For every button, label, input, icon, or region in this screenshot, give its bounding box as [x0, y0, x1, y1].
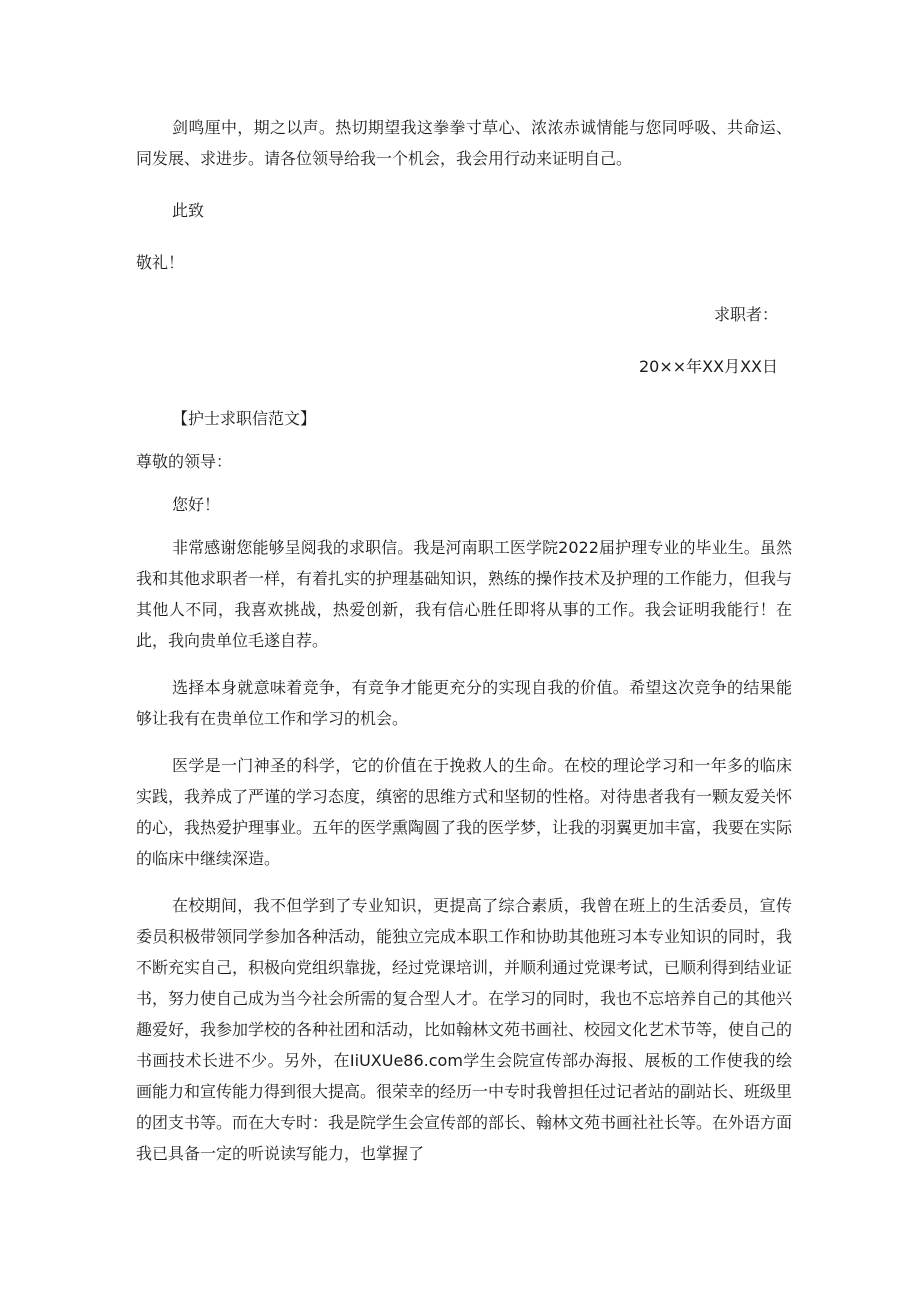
section-title: 【护士求职信范文】: [172, 409, 317, 428]
body-paragraph: 在校期间，我不但学到了专业知识，更提高了综合素质，我曾在班上的生活委员，宣传委员积极带领同学参加各种活动，能独立完成本职工作和协助其他班习本专业知识的同时，我不断充实自己，积极向党组织靠拢，经过党课培训，并顺利通过党课考试，已顺利得到结业证书，努力使自己成为当今社会所需的复合型人才。在学习的同时，我也不忘培养自己的其他兴趣爱好，我参加学校的各种社团和活动，比如翰林文苑书画社、校园文化艺术节等，使自己的书画技术长进不少。另外，在IiUXUe86.com学生会院宣传部办海报、展板的工作使我的绘画能力和宣传能力得到很大提高。很荣幸的经历一中专时我曾担任过记者站的副站长、班级里的团支书等。而在大专时：我是院学生会宣传部的部长、翰林文苑书画社社长等。在外语方面我已具备一定的听说读写能力，也掌握了: [136, 896, 793, 1163]
salutation-jingli: 敬礼！: [136, 253, 185, 272]
greeting: 尊敬的领导：: [136, 452, 233, 471]
hello: 您好！: [172, 495, 221, 514]
date-line: 20××年XX月XX日: [638, 357, 778, 376]
closing-paragraph: 剑鸣厘中，期之以声。热切期望我这拳拳寸草心、浓浓赤诚情能与您同呼吸、共命运、同发展、求进步。请各位领导给我一个机会，我会用行动来证明自己。: [136, 118, 792, 168]
body-paragraph: 选择本身就意味着竞争，有竞争才能更充分的实现自我的价值。希望这次竞争的结果能够让我有在贵单位工作和学习的机会。: [136, 678, 792, 728]
document-page: [136, 112, 792, 1169]
signature-line: 求职者：: [713, 305, 778, 324]
body-paragraph: 非常感谢您能够呈阅我的求职信。我是河南职工医学院2022届护理专业的毕业生。虽然我和其他求职者一样，有着扎实的护理基础知识，熟练的操作技术及护理的工作能力，但我与其他人不同，我喜欢挑战，热爱创新，我有信心胜任即将从事的工作。我会证明我能行！在此，我向贵单位毛遂自荐。: [136, 538, 793, 650]
salutation-cizhi: 此致: [172, 201, 205, 220]
body-paragraph: 医学是一门神圣的科学，它的价值在于挽救人的生命。在校的理论学习和一年多的临床实践，我养成了严谨的学习态度，缜密的思维方式和坚韧的性格。对待患者我有一颗友爱关怀的心，我热爱护理事业。五年的医学熏陶圆了我的医学梦，让我的羽翼更加丰富，我要在实际的临床中继续深造。: [136, 756, 793, 868]
